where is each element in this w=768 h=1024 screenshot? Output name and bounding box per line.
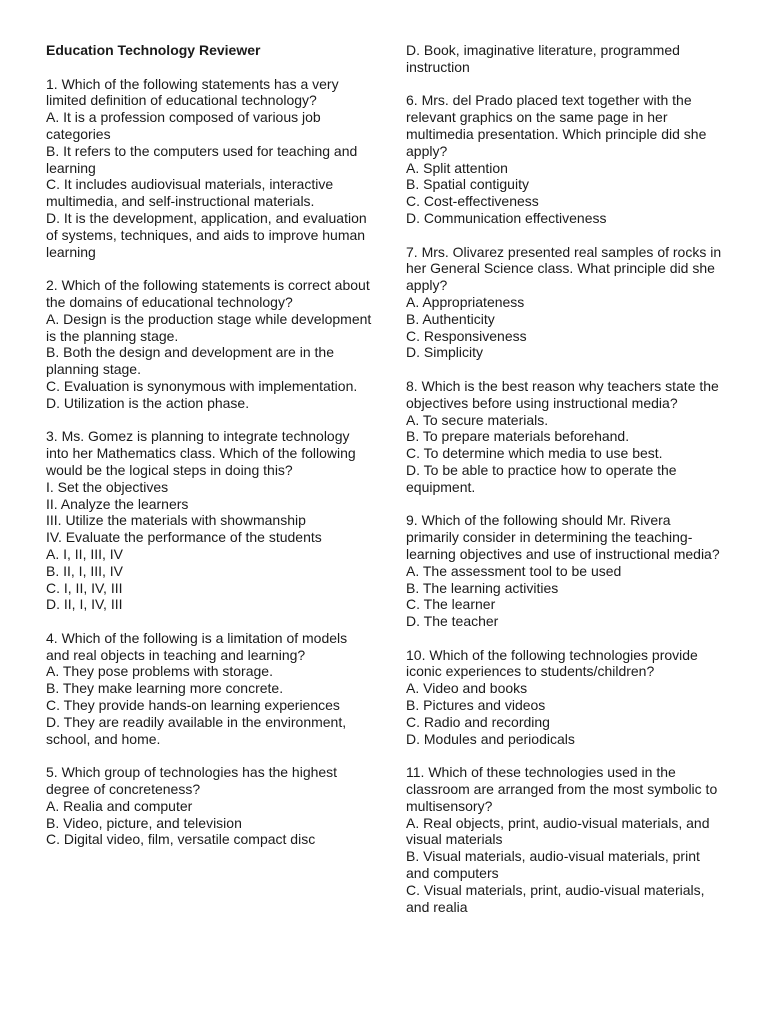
answer-option: A. The assessment tool to be used xyxy=(406,562,622,579)
answer-option: A. To secure materials. xyxy=(406,411,549,428)
question-stem: 8. Which is the best reason why teachers state the objectives before using instructional media? xyxy=(406,377,719,411)
answer-option: B. Both the design and development are in the planning stage. xyxy=(46,344,334,378)
answer-option: B. The learning activities xyxy=(406,579,559,596)
answer-option: A. I, II, III, IV xyxy=(46,545,124,562)
answer-option: C. The learner xyxy=(406,596,496,613)
question-6 xyxy=(406,92,722,226)
answer-option: A. It is a profession composed of various job categories xyxy=(46,109,321,142)
answer-option: B. To prepare materials beforehand. xyxy=(406,428,630,445)
question-stem: 7. Mrs. Olivarez presented real samples of rocks in her General Science class. What principle did she apply? xyxy=(406,243,722,294)
answer-option: B. It refers to the computers used for teaching and learning xyxy=(46,142,358,176)
question-stem: 1. Which of the following statements has a very limited definition of educational technology? xyxy=(46,75,339,109)
question-10 xyxy=(406,647,722,748)
step-item: IV. Evaluate the performance of the students xyxy=(46,529,322,546)
step-item: II. Analyze the learners xyxy=(46,495,189,512)
answer-option: C. Radio and recording xyxy=(406,713,550,730)
answer-option: A. Real objects, print, audio-visual materials, and visual materials xyxy=(406,814,710,848)
answer-option: D. Book, imaginative literature, programmed instruction xyxy=(406,42,680,75)
answer-option: A. Design is the production stage while development is the planning stage. xyxy=(46,310,372,344)
answer-option: C. Cost-effectiveness xyxy=(406,193,539,210)
question-4 xyxy=(46,630,374,748)
question-5-continued xyxy=(406,42,722,76)
question-stem: 11. Which of these technologies used in the classroom are arranged from the most symbolic to multisensory? xyxy=(406,764,718,814)
question-stem: 2. Which of the following statements is correct about the domains of educational technology? xyxy=(46,277,370,310)
question-5 xyxy=(46,764,374,848)
answer-option: D. The teacher xyxy=(406,613,499,630)
question-11 xyxy=(406,764,722,915)
answer-option: B. Visual materials, audio-visual materials, print and computers xyxy=(406,848,700,882)
answer-option: D. Simplicity xyxy=(406,344,484,361)
answer-option: C. Digital video, film, versatile compact disc xyxy=(46,831,316,848)
question-8 xyxy=(406,378,722,496)
question-stem: 4. Which of the following is a limitation of models and real objects in teaching and learning? xyxy=(46,629,348,663)
question-3 xyxy=(46,428,374,613)
question-stem: 3. Ms. Gomez is planning to integrate technology into her Mathematics class. Which of the following would be the logical steps in doing this? xyxy=(46,428,356,478)
question-1 xyxy=(46,76,374,261)
answer-option: A. Split attention xyxy=(406,159,508,176)
document-title: Education Technology Reviewer xyxy=(46,42,261,58)
question-stem: 6. Mrs. del Prado placed text together with the relevant graphics on the same page in her multimedia presentation. Which principle did she apply? xyxy=(406,92,707,159)
answer-option: B. II, I, III, IV xyxy=(46,562,124,579)
step-item: I. Set the objectives xyxy=(46,478,169,495)
answer-option: C. I, II, IV, III xyxy=(46,579,123,596)
answer-option: B. They make learning more concrete. xyxy=(46,680,284,697)
answer-option: D. Communication effectiveness xyxy=(406,209,607,226)
answer-option: C. Visual materials, print, audio-visual materials, and realia xyxy=(406,881,705,915)
question-stem: 9. Which of the following should Mr. Rivera primarily consider in determining the teaching-learning objectives and use of instructional media? xyxy=(406,512,720,562)
answer-option: B. Authenticity xyxy=(406,310,495,327)
answer-option: C. To determine which media to use best. xyxy=(406,445,663,462)
answer-option: A. Realia and computer xyxy=(46,797,193,814)
answer-option: D. To be able to practice how to operate the equipment. xyxy=(406,461,677,495)
answer-option: D. II, I, IV, III xyxy=(46,596,123,613)
answer-option: C. It includes audiovisual materials, interactive multimedia, and self-instructional materials. xyxy=(46,176,334,210)
answer-option: D. They are readily available in the environment, school, and home. xyxy=(46,713,347,747)
answer-option: A. Appropriateness xyxy=(406,293,525,310)
answer-option: B. Spatial contiguity xyxy=(406,176,529,193)
step-item: III. Utilize the materials with showmanship xyxy=(46,512,306,529)
right-column xyxy=(406,42,722,932)
question-7 xyxy=(406,244,722,362)
answer-option: C. Responsiveness xyxy=(406,327,527,344)
answer-option: B. Pictures and videos xyxy=(406,697,546,714)
answer-option: B. Video, picture, and television xyxy=(46,814,242,831)
question-9 xyxy=(406,512,722,630)
question-2 xyxy=(46,277,374,411)
answer-option: A. They pose problems with storage. xyxy=(46,663,273,680)
answer-option: D. It is the development, application, and evaluation of systems, techniques, and aids to improve human learning xyxy=(46,209,367,260)
question-stem: 5. Which group of technologies has the highest degree of concreteness? xyxy=(46,764,338,798)
answer-option: C. They provide hands-on learning experiences xyxy=(46,697,340,714)
answer-option: D. Modules and periodicals xyxy=(406,730,575,747)
question-stem: 10. Which of the following technologies provide iconic experiences to students/children? xyxy=(406,646,698,680)
answer-option: A. Video and books xyxy=(406,680,528,697)
answer-option: C. Evaluation is synonymous with implementation. xyxy=(46,377,358,394)
left-column xyxy=(46,42,374,865)
answer-option: D. Utilization is the action phase. xyxy=(46,394,250,411)
